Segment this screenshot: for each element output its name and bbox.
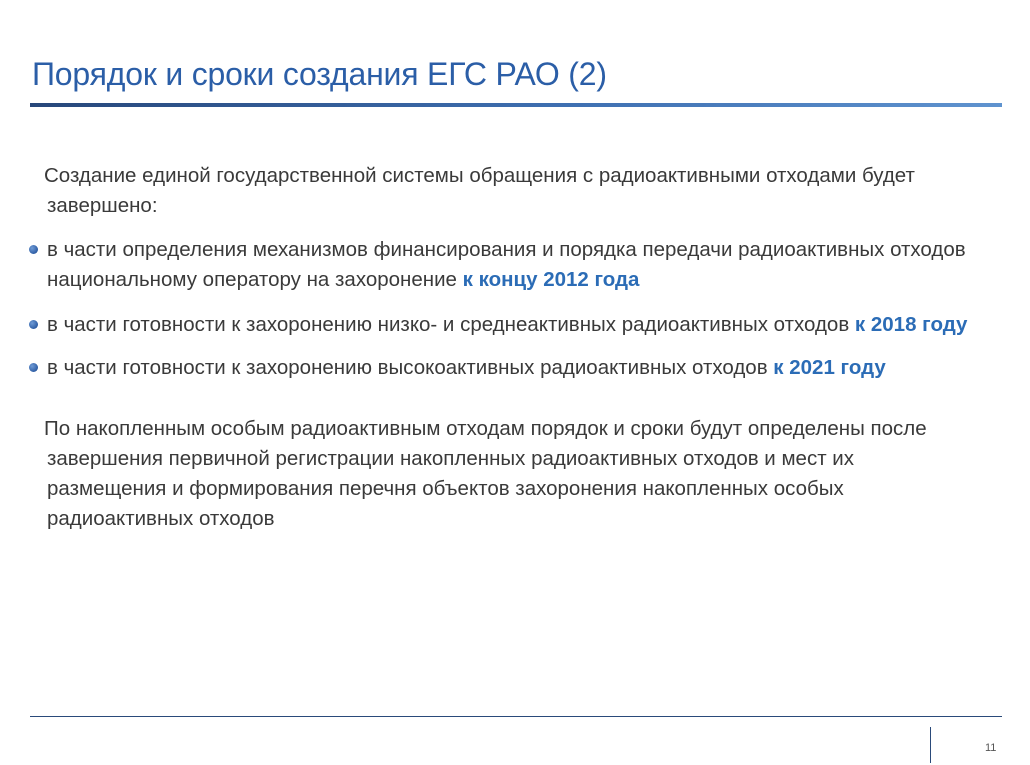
deadline-highlight: к 2021 году <box>773 356 886 379</box>
title-underline <box>30 103 1002 107</box>
bullet-text <box>47 353 1007 383</box>
closing-line-2: завершения первичной регистрации накопленных радиоактивных отходов и мест их <box>47 447 854 470</box>
deadline-highlight: к 2018 году <box>854 313 968 336</box>
bullet-text <box>47 235 1007 295</box>
slide-title: Порядок и сроки создания ЕГС РАО (2) <box>32 56 607 92</box>
bullet-body-text: в части готовности к захоронению высокоактивных радиоактивных отходов <box>47 356 774 379</box>
bullet-icon <box>29 245 38 254</box>
bullet-body-text: в части готовности к захоронению низко- и среднеактивных радиоактивных отходов <box>47 313 855 336</box>
bullet-line-2 <box>47 265 1007 295</box>
closing-line-1: По накопленным особым радиоактивным отходам порядок и сроки будут определены после <box>44 417 927 440</box>
bullet-icon <box>29 363 38 372</box>
bullet-line-2-text: национальному оператору на захоронение <box>47 268 463 291</box>
bullet-icon <box>29 320 38 329</box>
footer-divider <box>30 716 1002 717</box>
closing-paragraph <box>44 414 987 534</box>
intro-paragraph <box>44 161 987 221</box>
page-number: 11 <box>985 742 997 754</box>
intro-line-2: завершено: <box>47 194 158 217</box>
bullet-text <box>47 310 1007 340</box>
closing-line-4: радиоактивных отходов <box>47 507 275 530</box>
bullet-line-1: в части определения механизмов финансирования и порядка передачи радиоактивных отходов <box>47 238 966 261</box>
intro-line-1: Создание единой государственной системы обращения с радиоактивными отходами будет <box>44 164 915 187</box>
footer-vertical-divider <box>930 727 931 763</box>
closing-line-3: размещения и формирования перечня объектов захоронения накопленных особых <box>47 477 844 500</box>
deadline-highlight: к концу 2012 года <box>462 268 640 291</box>
